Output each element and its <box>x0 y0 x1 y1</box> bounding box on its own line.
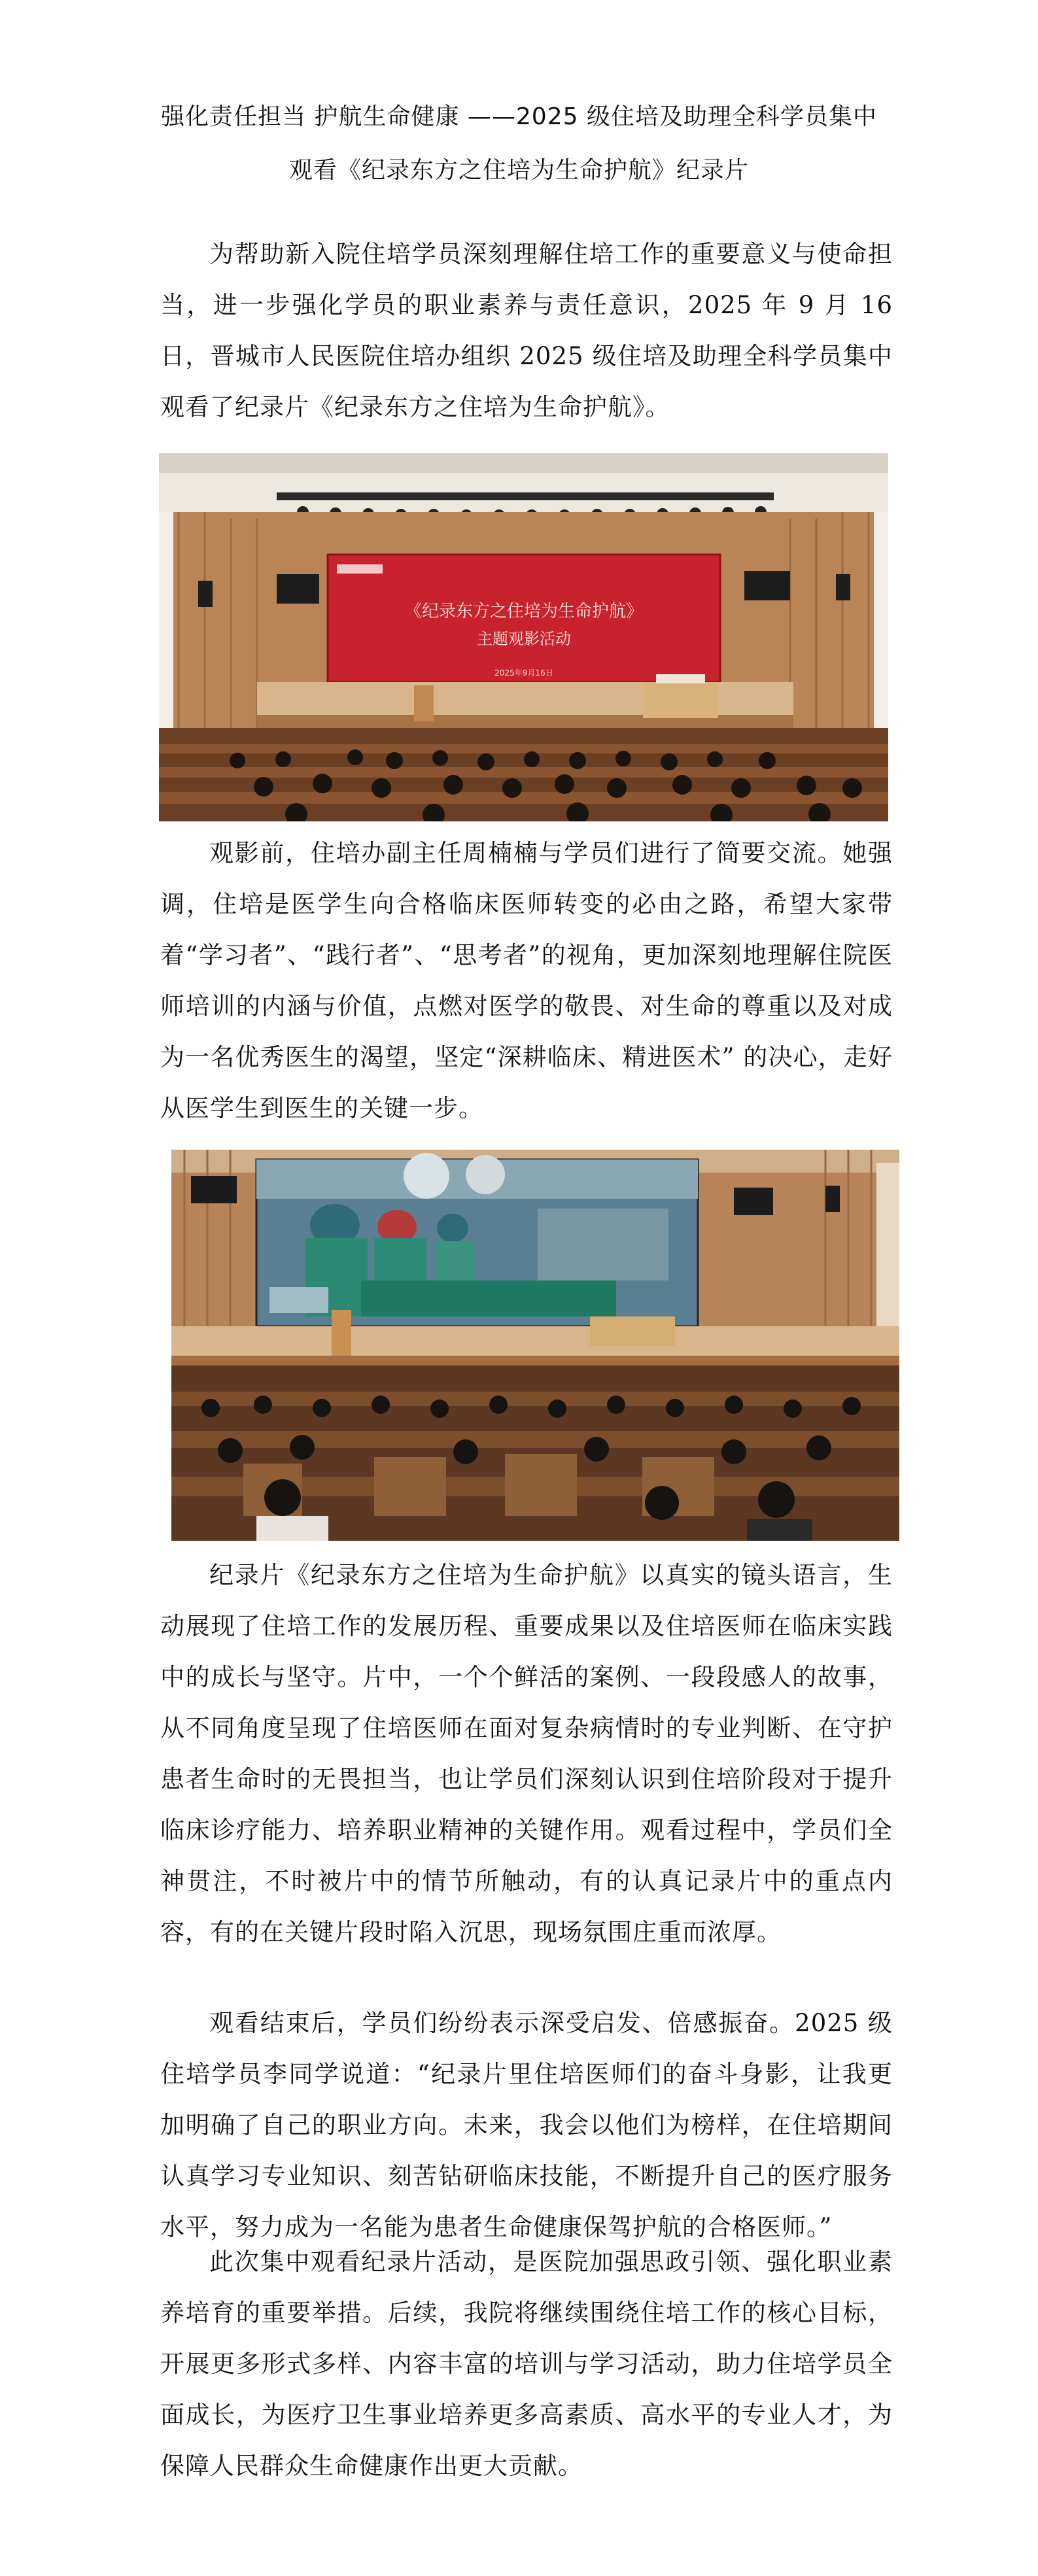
paragraph-student-feedback: 观看结束后，学员们纷纷表示深受启发、倍感振奋。2025 级住培学员李同学说道：“纪录片里住培医师们的奋斗身影，让我更加明确了自己的职业方向。未来，我会以他们为榜样，在住培期间认真学习专业知识、刻苦钻研临床技能，不断提升自己的医疗服务水平，努力成为一名能为患者生命健康保驾护航的合格医师。” <box>160 2009 893 2241</box>
paragraph-intro: 为帮助新入院住培学员深刻理解住培工作的重要意义与使命担当，进一步强化学员的职业素养与责任意识，2025 年 9 月 16 日，晋城市人民医院住培办组织 2025 级住培及助理全科学员集中观看了纪录片《纪录东方之住培为生命护航》。 <box>160 240 893 421</box>
paragraph-documentary-content: 纪录片《纪录东方之住培为生命护航》以真实的镜头语言，生动展现了住培工作的发展历程、重要成果以及住培医师在临床实践中的成长与坚守。片中，一个个鲜活的案例、一段段感人的故事，从不同角度呈现了住培医师在面对复杂病情时的专业判断、在守护患者生命时的无畏担当，也让学员们深刻认识到住培阶段对于提升临床诊疗能力、培养职业精神的关键作用。观看过程中，学员们全神贯注，不时被片中的情节所触动，有的认真记录片中的重点内容，有的在关键片段时陷入沉思，现场氛围庄重而浓厚。 <box>160 1561 893 1946</box>
article-title-line-2: 观看《纪录东方之住培为生命护航》纪录片 <box>288 157 749 184</box>
screen-date-text: 2025年9月16日 <box>494 668 553 678</box>
screen-subtitle-text: 主题观影活动 <box>477 630 571 648</box>
paragraph-pre-screening-talk: 观影前，住培办副主任周楠楠与学员们进行了简要交流。她强调，住培是医学生向合格临床医师转变的必由之路，希望大家带着“学习者”、“践行者”、“思考者”的视角，更加深刻地理解住院医师培训的内涵与价值，点燃对医学的敬畏、对生命的尊重以及对成为一名优秀医生的渴望，坚定“深耕临床、精进医术” 的决心，走好从医学生到医生的关键一步。 <box>160 839 893 1122</box>
screening-photo <box>171 1150 899 1541</box>
screen-title-text: 《纪录东方之住培为生命护航》 <box>404 602 644 621</box>
paragraph-conclusion: 此次集中观看纪录片活动，是医院加强思政引领、强化职业素养培育的重要举措。后续，我院将继续围绕住培工作的核心目标，开展更多形式多样、内容丰富的培训与学习活动，助力住培学员全面成长，为医疗卫生事业培养更多高素质、高水平的专业人才，为保障人民群众生命健康作出更大贡献。 <box>160 2248 893 2480</box>
article-title-line-1: 强化责任担当 护航生命健康 ——2025 级住培及助理全科学员集中 <box>161 103 877 130</box>
auditorium-photo <box>159 453 888 821</box>
